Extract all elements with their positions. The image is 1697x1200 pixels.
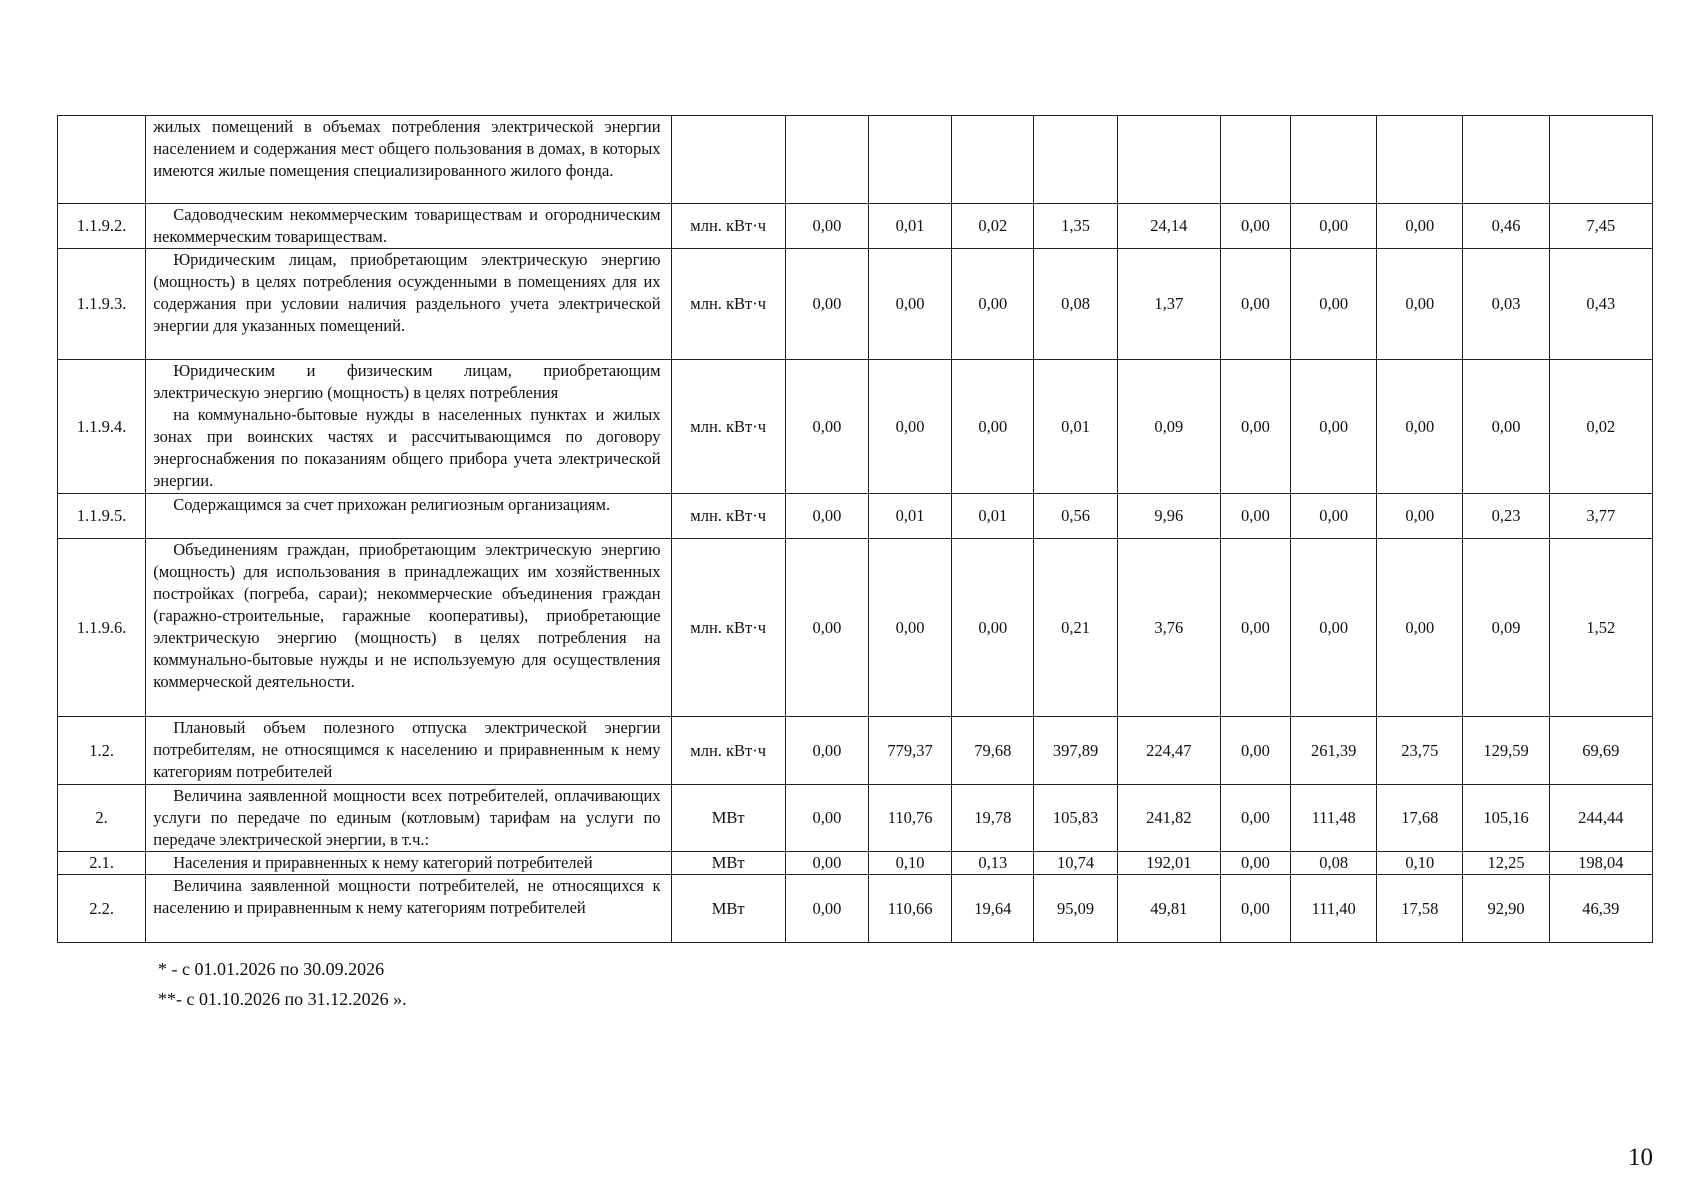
value-cell: 198,04 xyxy=(1549,852,1652,875)
value-cell: 1,35 xyxy=(1034,204,1117,249)
value-cell: 105,83 xyxy=(1034,785,1117,852)
unit-cell: млн. кВт·ч xyxy=(671,494,785,539)
value-cell: 0,46 xyxy=(1463,204,1549,249)
value-cell: 0,00 xyxy=(952,360,1034,494)
unit-cell: МВт xyxy=(671,875,785,943)
row-description-cell xyxy=(146,875,671,943)
value-cell: 19,64 xyxy=(952,875,1034,943)
value-cell: 0,09 xyxy=(1463,539,1549,717)
value-cell: 0,03 xyxy=(1463,249,1549,360)
row-description-text: Юридическим и физическим лицам, приобретающим электрическую энергию (мощность) в целях потребления xyxy=(153,361,661,402)
value-cell: 0,00 xyxy=(1377,539,1463,717)
value-cell: 0,00 xyxy=(869,539,952,717)
value-cell: 0,00 xyxy=(952,539,1034,717)
value-cell: 244,44 xyxy=(1549,785,1652,852)
value-cell xyxy=(952,116,1034,204)
value-cell: 0,08 xyxy=(1034,249,1117,360)
table-row xyxy=(58,852,1653,875)
value-cell: 0,00 xyxy=(1220,785,1290,852)
unit-cell xyxy=(671,116,785,204)
value-cell: 0,00 xyxy=(785,875,868,943)
value-cell xyxy=(1220,116,1290,204)
table-row xyxy=(58,494,1653,539)
value-cell: 0,00 xyxy=(785,249,868,360)
row-description-text: Садоводческим некоммерческим товариществам и огородническим некоммерческим товариществам. xyxy=(153,205,661,246)
row-description-text: Величина заявленной мощности всех потребителей, оплачивающих услуги по передаче по единым (котловым) тарифам на услуги по передаче электрической энергии, в т.ч.: xyxy=(153,786,661,849)
row-description-text: Плановый объем полезного отпуска электрической энергии потребителям, не относящимся к населению и приравненным к нему категориям потребителей xyxy=(153,718,661,781)
value-cell xyxy=(869,116,952,204)
unit-cell: млн. кВт·ч xyxy=(671,539,785,717)
value-cell: 0,00 xyxy=(1377,249,1463,360)
value-cell: 0,00 xyxy=(1220,875,1290,943)
value-cell: 92,90 xyxy=(1463,875,1549,943)
value-cell: 69,69 xyxy=(1549,717,1652,785)
value-cell: 0,21 xyxy=(1034,539,1117,717)
value-cell: 0,43 xyxy=(1549,249,1652,360)
value-cell: 0,00 xyxy=(785,204,868,249)
value-cell: 0,00 xyxy=(1377,360,1463,494)
footnote-second-period: **- с 01.10.2026 по 31.12.2026 ». xyxy=(158,989,407,1009)
value-cell: 0,00 xyxy=(1220,494,1290,539)
value-cell: 79,68 xyxy=(952,717,1034,785)
row-description-cell xyxy=(146,494,671,539)
row-description-cell xyxy=(146,249,671,360)
value-cell: 110,76 xyxy=(869,785,952,852)
value-cell: 0,00 xyxy=(785,852,868,875)
value-cell: 105,16 xyxy=(1463,785,1549,852)
footnote-first-period: * - с 01.01.2026 по 30.09.2026 xyxy=(158,959,385,979)
value-cell: 49,81 xyxy=(1117,875,1220,943)
value-cell: 0,00 xyxy=(785,785,868,852)
value-cell: 7,45 xyxy=(1549,204,1652,249)
value-cell: 0,10 xyxy=(1377,852,1463,875)
row-description-cell xyxy=(146,360,671,494)
row-description-cell xyxy=(146,785,671,852)
value-cell xyxy=(1549,116,1652,204)
value-cell: 0,00 xyxy=(1463,360,1549,494)
value-cell: 0,00 xyxy=(1291,360,1377,494)
value-cell: 17,68 xyxy=(1377,785,1463,852)
value-cell: 0,00 xyxy=(952,249,1034,360)
value-cell: 0,01 xyxy=(869,204,952,249)
value-cell: 111,40 xyxy=(1291,875,1377,943)
row-description-text: Объединениям граждан, приобретающим электрическую энергию (мощность) для использования в принадлежащих им хозяйственных постройках (погреба, сараи); некоммерческие объединения граждан (гаражно-строительные, гаражные кооперативы), приобретающие электрическую энергию (мощность) в целях потребления на коммунально-бытовые нужды и не используемую для осуществления коммерческой деятельности. xyxy=(153,540,661,691)
value-cell: 0,00 xyxy=(1377,494,1463,539)
value-cell: 3,77 xyxy=(1549,494,1652,539)
row-number-cell: 2.2. xyxy=(58,875,146,943)
table-row xyxy=(58,717,1653,785)
value-cell: 0,00 xyxy=(1291,249,1377,360)
table-row xyxy=(58,360,1653,494)
value-cell: 0,56 xyxy=(1034,494,1117,539)
row-number-cell: 2. xyxy=(58,785,146,852)
row-number-cell xyxy=(58,116,146,204)
unit-cell: млн. кВт·ч xyxy=(671,717,785,785)
value-cell: 192,01 xyxy=(1117,852,1220,875)
table-row xyxy=(58,204,1653,249)
value-cell: 0,08 xyxy=(1291,852,1377,875)
unit-cell: млн. кВт·ч xyxy=(671,204,785,249)
value-cell: 95,09 xyxy=(1034,875,1117,943)
value-cell: 10,74 xyxy=(1034,852,1117,875)
row-number-cell: 1.1.9.5. xyxy=(58,494,146,539)
value-cell: 224,47 xyxy=(1117,717,1220,785)
value-cell: 0,09 xyxy=(1117,360,1220,494)
value-cell: 0,00 xyxy=(1291,539,1377,717)
value-cell: 0,23 xyxy=(1463,494,1549,539)
value-cell: 19,78 xyxy=(952,785,1034,852)
value-cell: 0,00 xyxy=(785,360,868,494)
value-cell: 17,58 xyxy=(1377,875,1463,943)
value-cell: 110,66 xyxy=(869,875,952,943)
value-cell: 0,02 xyxy=(1549,360,1652,494)
value-cell: 0,00 xyxy=(1377,204,1463,249)
row-description-text: Населения и приравненных к нему категорий потребителей xyxy=(173,853,593,872)
tariff-volume-table xyxy=(57,115,1653,943)
value-cell: 0,00 xyxy=(1220,249,1290,360)
value-cell: 0,01 xyxy=(869,494,952,539)
value-cell: 0,00 xyxy=(1220,717,1290,785)
row-number-cell: 1.1.9.2. xyxy=(58,204,146,249)
unit-cell: МВт xyxy=(671,852,785,875)
value-cell: 0,00 xyxy=(785,494,868,539)
row-description-text: Величина заявленной мощности потребителей, не относящихся к населению и приравненным к нему категориям потребителей xyxy=(153,876,661,917)
value-cell: 1,37 xyxy=(1117,249,1220,360)
value-cell xyxy=(1377,116,1463,204)
value-cell: 23,75 xyxy=(1377,717,1463,785)
row-number-cell: 1.1.9.6. xyxy=(58,539,146,717)
value-cell xyxy=(785,116,868,204)
value-cell xyxy=(1291,116,1377,204)
value-cell: 0,00 xyxy=(1220,852,1290,875)
table-row xyxy=(58,785,1653,852)
value-cell: 12,25 xyxy=(1463,852,1549,875)
row-number-cell: 2.1. xyxy=(58,852,146,875)
table-row xyxy=(58,116,1653,204)
value-cell: 0,00 xyxy=(869,360,952,494)
row-description-cell xyxy=(146,717,671,785)
value-cell: 129,59 xyxy=(1463,717,1549,785)
value-cell: 241,82 xyxy=(1117,785,1220,852)
value-cell: 0,02 xyxy=(952,204,1034,249)
row-number-cell: 1.1.9.4. xyxy=(58,360,146,494)
value-cell xyxy=(1034,116,1117,204)
unit-cell: млн. кВт·ч xyxy=(671,360,785,494)
value-cell: 0,10 xyxy=(869,852,952,875)
row-number-cell: 1.1.9.3. xyxy=(58,249,146,360)
value-cell: 111,48 xyxy=(1291,785,1377,852)
value-cell: 1,52 xyxy=(1549,539,1652,717)
unit-cell: МВт xyxy=(671,785,785,852)
unit-cell: млн. кВт·ч xyxy=(671,249,785,360)
row-description-text: Юридическим лицам, приобретающим электрическую энергию (мощность) в целях потребления осужденными в помещениях для их содержания при условии наличия раздельного учета электрической энергии для указанных помещений. xyxy=(153,250,661,335)
row-description-cell xyxy=(146,852,671,875)
row-description-cell xyxy=(146,204,671,249)
value-cell: 397,89 xyxy=(1034,717,1117,785)
value-cell: 24,14 xyxy=(1117,204,1220,249)
value-cell xyxy=(1117,116,1220,204)
value-cell: 0,00 xyxy=(1220,539,1290,717)
table-row xyxy=(58,875,1653,943)
row-description-text: жилых помещений в объемах потребления электрической энергии населением и содержания мест общего пользования в домах, в которых имеются жилые помещения специализированного жилого фонда. xyxy=(153,117,661,180)
value-cell: 46,39 xyxy=(1549,875,1652,943)
row-description-cell xyxy=(146,116,671,204)
value-cell: 0,00 xyxy=(869,249,952,360)
value-cell: 0,00 xyxy=(1291,494,1377,539)
row-description-text-continued: на коммунально-бытовые нужды в населенных пунктах и жилых зонах при воинских частях и рассчитывающимся по договору энергоснабжения по показаниям общего прибора учета электрической энергии. xyxy=(153,405,661,490)
value-cell: 779,37 xyxy=(869,717,952,785)
row-description-text: Содержащимся за счет прихожан религиозным организациям. xyxy=(173,495,611,514)
table-row xyxy=(58,249,1653,360)
value-cell: 0,00 xyxy=(1220,360,1290,494)
value-cell: 0,01 xyxy=(952,494,1034,539)
page-number: 10 xyxy=(1628,1144,1653,1171)
value-cell xyxy=(1463,116,1549,204)
row-description-cell xyxy=(146,539,671,717)
value-cell: 0,00 xyxy=(785,539,868,717)
table-row xyxy=(58,539,1653,717)
value-cell: 9,96 xyxy=(1117,494,1220,539)
value-cell: 0,13 xyxy=(952,852,1034,875)
row-number-cell: 1.2. xyxy=(58,717,146,785)
value-cell: 0,00 xyxy=(1291,204,1377,249)
value-cell: 0,00 xyxy=(1220,204,1290,249)
value-cell: 3,76 xyxy=(1117,539,1220,717)
value-cell: 261,39 xyxy=(1291,717,1377,785)
value-cell: 0,00 xyxy=(785,717,868,785)
value-cell: 0,01 xyxy=(1034,360,1117,494)
